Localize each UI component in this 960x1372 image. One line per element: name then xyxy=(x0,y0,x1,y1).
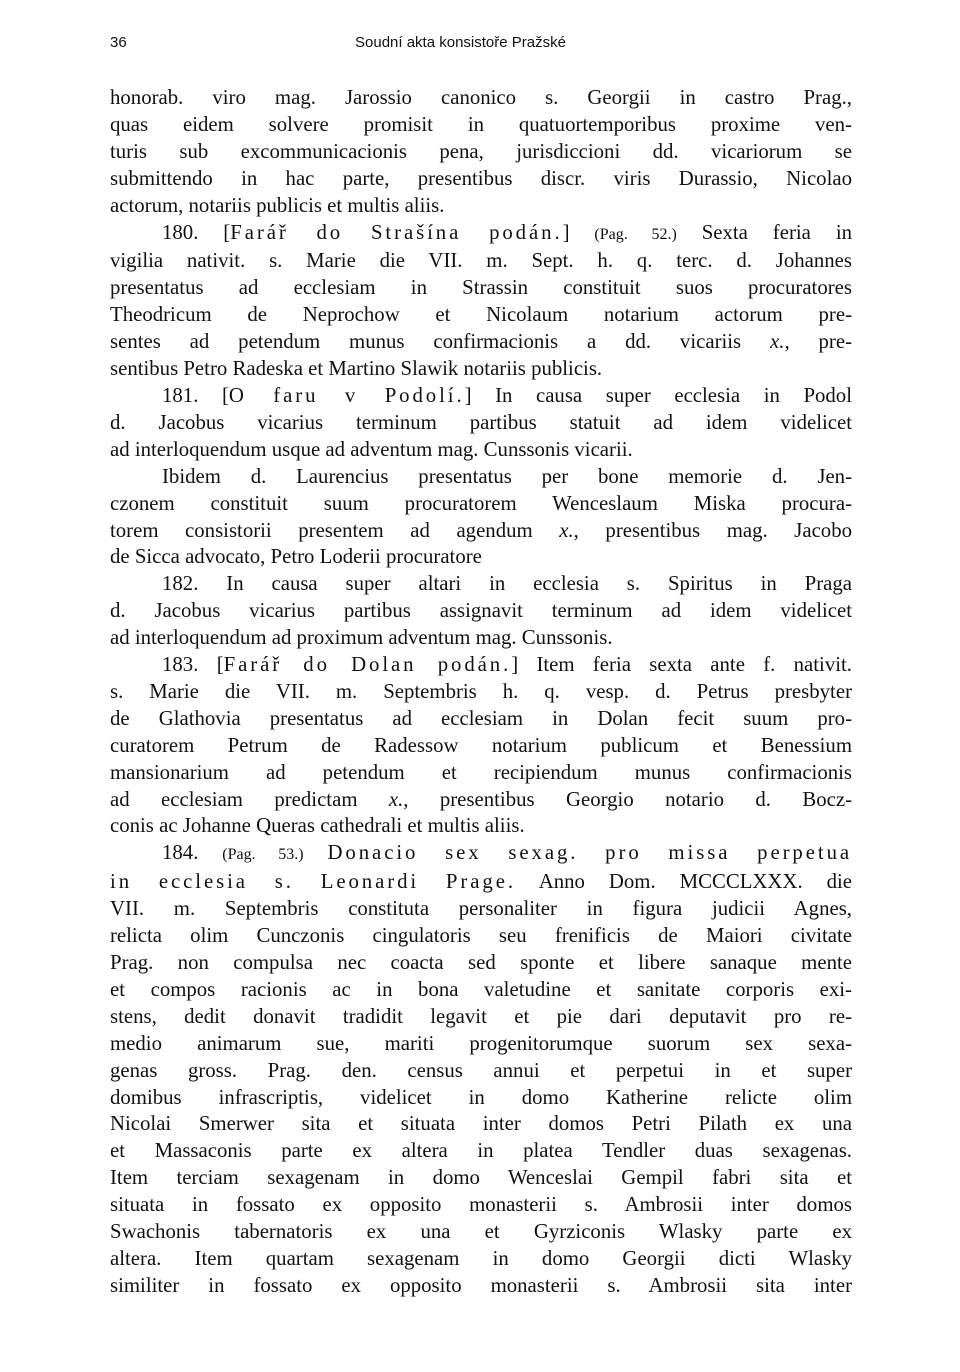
text-line: stens, dedit donavit tradidit legavit et pie dari deputavit pro re- xyxy=(110,1004,852,1028)
page-number: 36 xyxy=(110,34,127,51)
entry-number: 180. [ xyxy=(162,220,231,244)
text-line: domibus infrascriptis, videlicet in domo Katherine relicte olim xyxy=(110,1085,852,1109)
entry-heading: Donacio sex sexag. pro missa perpetua xyxy=(327,841,853,865)
running-head: Soudní akta konsistoře Pražské xyxy=(355,34,566,51)
text-line: honorab. viro mag. Jarossio canonico s. Georgii in castro Prag., xyxy=(110,86,852,109)
text-line: turis sub excommunicacionis pena, jurisdiccioni dd. vicariorum se xyxy=(110,139,852,163)
text-line: situata in fossato ex opposito monasterii s. Ambrosii inter domos xyxy=(110,1193,852,1217)
text-line: Swachonis tabernatoris ex una et Gyrziconis Wlasky parte ex xyxy=(110,1220,852,1244)
text-line: torem consistorii presentem ad agendum x., presentibus mag. Jacobo xyxy=(110,518,852,542)
text-line: medio animarum sue, mariti progenitorumque suorum sex sexa- xyxy=(110,1031,852,1055)
text-line: actorum, notariis publicis et multis aliis. xyxy=(110,193,445,217)
entry-183-heading-line: 183. [Farář do Dolan podán.] Item feria sexta ante f. nativit. xyxy=(162,653,852,677)
text-line: Theodricum de Neprochow et Nicolaum notarium actorum pre- xyxy=(110,303,852,327)
text-line: similiter in fossato ex opposito monasterii s. Ambrosii sita inter xyxy=(110,1273,852,1297)
page-reference: (Pag. 53.) xyxy=(222,846,304,864)
entry-heading: in ecclesia s. Leonardi Prage. xyxy=(110,870,516,894)
text-line: et compos racionis ac in bona valetudine et sanitate corporis exi- xyxy=(110,977,852,1001)
page-header xyxy=(110,34,850,58)
text-line: ad interloquendum ad proximum adventum mag. Cunssonis. xyxy=(110,626,613,650)
text-line: ad ecclesiam predictam x., presentibus Georgio notario d. Bocz- xyxy=(110,787,852,811)
text-line: ad interloquendum usque ad adventum mag. Cunssonis vicarii. xyxy=(110,437,633,461)
text-line: presentatus ad ecclesiam in Strassin constituit suos procuratores xyxy=(110,276,852,300)
text-line: Prag. non compulsa nec coacta sed sponte et libere sanaque mente xyxy=(110,951,852,974)
entry-number: 184. xyxy=(162,841,223,865)
text-line: sentes ad petendum munus confirmacionis a dd. vicariis x., pre- xyxy=(110,330,852,354)
text-line: Item terciam sexagenam in domo Wenceslai Gempil fabri sita et xyxy=(110,1166,852,1190)
text-line: d. Jacobus vicarius partibus assignavit terminum ad idem videlicet xyxy=(110,599,852,623)
etc-abbreviation: x. xyxy=(770,330,785,354)
etc-abbreviation: x. xyxy=(388,787,404,811)
text-line: mansionarium ad petendum et recipiendum munus confirmacionis xyxy=(110,760,852,784)
entry-heading: O faru v Podolí. xyxy=(228,383,465,407)
text-line: submittendo in hac parte, presentibus discr. viris Durassio, Nicolao xyxy=(110,166,852,190)
text-line: d. Jacobus vicarius terminum partibus statuit ad idem videlicet xyxy=(110,410,852,434)
entry-180-heading-line: 180. [Farář do Strašína podán.] (Pag. 52.) Sexta feria in xyxy=(162,220,852,244)
text-line: s. Marie die VII. m. Septembris h. q. vesp. d. Petrus presbyter xyxy=(110,679,852,703)
text-line: de Sicca advocato, Petro Loderii procuratore xyxy=(110,545,482,569)
entry-number: 183. [ xyxy=(162,653,224,677)
body-text xyxy=(110,85,852,1300)
text-line: et Massaconis parte ex altera in platea Tendler duas sexagenas. xyxy=(110,1139,852,1163)
text-line: curatorem Petrum de Radessow notarium publicum et Benessium xyxy=(110,733,852,757)
entry-number: 181. [ xyxy=(162,383,229,407)
page-reference: (Pag. 52.) xyxy=(594,225,677,243)
entry-heading: Farář do Strašína podán. xyxy=(230,220,563,244)
etc-abbreviation: x. xyxy=(559,518,574,542)
entry-heading: Farář do Dolan podán. xyxy=(223,653,512,677)
text-line: altera. Item quartam sexagenam in domo Georgii dicti Wlasky xyxy=(110,1246,852,1270)
entry-184-heading-line xyxy=(110,840,852,869)
text-line: VII. m. Septembris constituta personaliter in figura judicii Agnes, xyxy=(110,897,852,921)
text-line: czonem constituit suum procuratorem Wenceslaum Miska procura- xyxy=(110,491,852,515)
text-line: Nicolai Smerwer sita et situata inter domos Petri Pilath ex una xyxy=(110,1112,852,1136)
text-line: Ibidem d. Laurencius presentatus per bone memorie d. Jen- xyxy=(162,464,852,488)
entry-181-heading-line: 181. [O faru v Podolí.] In causa super ecclesia in Podol xyxy=(162,383,852,407)
text-line: relicta olim Cunczonis cingulatoris seu frenificis de Maiori civitate xyxy=(110,924,852,948)
text-line: quas eidem solvere promisit in quatuortemporibus proxime ven- xyxy=(110,112,852,136)
text-line: genas gross. Prag. den. census annui et perpetui in et super xyxy=(110,1058,852,1082)
text-line: de Glathovia presentatus ad ecclesiam in Dolan fecit suum pro- xyxy=(110,706,852,730)
text-line: sentibus Petro Radeska et Martino Slawik notariis publicis. xyxy=(110,357,603,381)
text-line: in ecclesia s. Leonardi Prage. Anno Dom. MCCCLXXX. die xyxy=(110,870,852,894)
text-line: conis ac Johanne Queras cathedrali et multis aliis. xyxy=(110,814,525,838)
entry-182-heading-line: 182. In causa super altari in ecclesia s. Spiritus in Praga xyxy=(162,572,852,596)
text-line: vigilia nativit. s. Marie die VII. m. Sept. h. q. terc. d. Johannes xyxy=(110,249,852,273)
